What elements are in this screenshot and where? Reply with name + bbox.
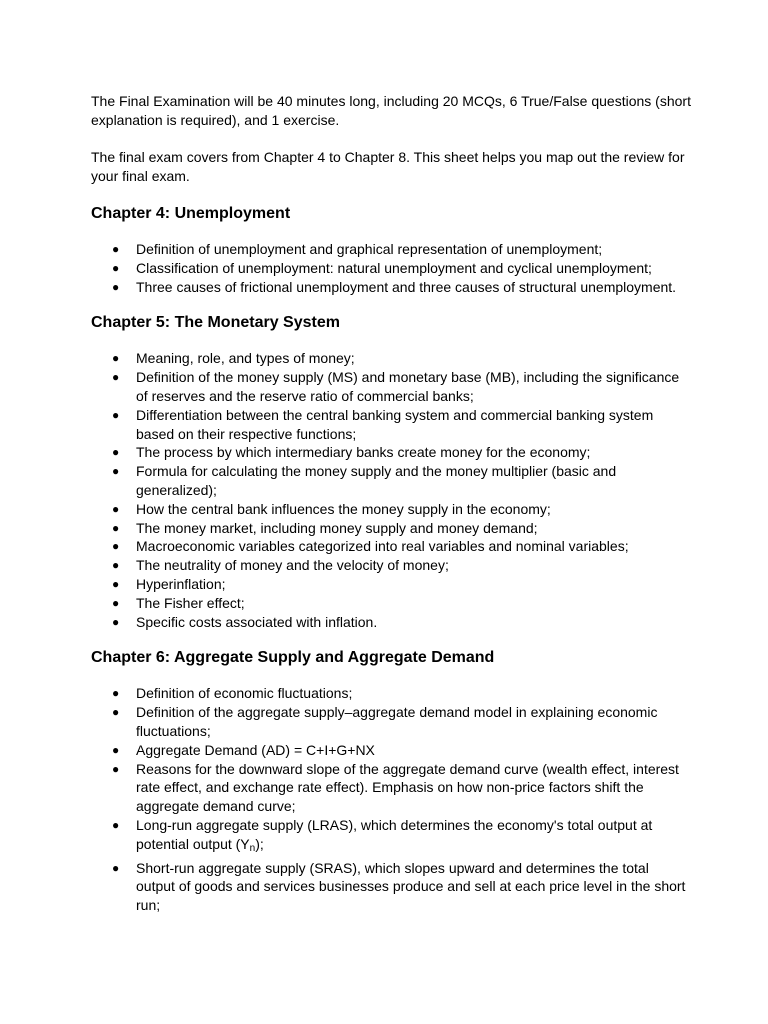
bullet-icon: ● bbox=[112, 614, 120, 629]
bullet-icon: ● bbox=[112, 817, 120, 832]
list-item: ● Definition of economic fluctuations; bbox=[112, 685, 353, 702]
list-item: ● The Fisher effect; bbox=[112, 594, 245, 611]
chapter-4-list bbox=[91, 240, 691, 296]
bullet-icon: ● bbox=[112, 407, 120, 422]
document-page bbox=[91, 92, 691, 932]
chapter-6-heading: Chapter 6: Aggregate Supply and Aggregate Demand bbox=[91, 649, 495, 667]
bullet-icon: ● bbox=[112, 686, 120, 701]
list-item: ● Classification of unemployment: natural unemployment and cyclical unemployment; bbox=[112, 259, 652, 276]
list-item: ● Aggregate Demand (AD) = C+I+G+NX bbox=[112, 741, 375, 758]
intro-paragraph-exam-format: The Final Examination will be 40 minutes long, including 20 MCQs, 6 True/False questions (short explanation is required), and 1 exercise. bbox=[91, 93, 691, 128]
list-item: ● The neutrality of money and the velocity of money; bbox=[112, 557, 449, 574]
chapter-5-list bbox=[91, 349, 691, 631]
intro-paragraph-coverage: The final exam covers from Chapter 4 to Chapter 8. This sheet helps you map out the review for your final exam. bbox=[91, 149, 685, 184]
bullet-icon: ● bbox=[112, 761, 120, 776]
bullet-icon: ● bbox=[112, 595, 120, 610]
bullet-icon: ● bbox=[112, 576, 120, 591]
list-item: ● How the central bank influences the money supply in the economy; bbox=[112, 500, 551, 517]
list-item: ● Reasons for the downward slope of the aggregate demand curve (wealth effect, interest rate effect, and exchange rate effect). Emphasis on how non-price factors shift the aggregate demand curve; bbox=[112, 760, 679, 815]
subscript-n: n bbox=[249, 842, 256, 854]
list-item: ● Three causes of frictional unemployment and three causes of structural unemployment. bbox=[112, 278, 677, 295]
list-item: ● Meaning, role, and types of money; bbox=[112, 350, 355, 367]
list-item: ● Specific costs associated with inflation. bbox=[112, 613, 378, 630]
list-item: ● Definition of unemployment and graphical representation of unemployment; bbox=[112, 241, 603, 257]
bullet-icon: ● bbox=[112, 351, 120, 366]
list-item: ● Differentiation between the central banking system and commercial banking system based on their respective functions; bbox=[112, 406, 654, 442]
bullet-icon: ● bbox=[112, 705, 120, 720]
chapter-6-list bbox=[91, 684, 691, 915]
chapter-5-heading: Chapter 5: The Monetary System bbox=[91, 314, 340, 332]
bullet-icon: ● bbox=[112, 445, 120, 460]
bullet-icon: ● bbox=[112, 860, 120, 875]
bullet-icon: ● bbox=[112, 558, 120, 573]
list-item: ● Hyperinflation; bbox=[112, 575, 226, 592]
list-item: ● Short-run aggregate supply (SRAS), which slopes upward and determines the total output of goods and services businesses produce and sell at each price level in the short run; bbox=[112, 859, 686, 914]
chapter-4-heading: Chapter 4: Unemployment bbox=[91, 205, 291, 222]
bullet-icon: ● bbox=[112, 539, 120, 554]
list-item: ● Long-run aggregate supply (LRAS), which determines the economy's total output at potential output $(Y_n)$; bbox=[112, 816, 653, 854]
bullet-icon: ● bbox=[112, 260, 120, 275]
bullet-icon: ● bbox=[112, 242, 120, 256]
bullet-icon: ● bbox=[112, 742, 120, 757]
list-item: ● Macroeconomic variables categorized into real variables and nominal variables; bbox=[112, 538, 629, 555]
list-item: ● Definition of the money supply (MS) and monetary base (MB), including the significance of reserves and the reserve ratio of commercial banks; bbox=[112, 369, 680, 404]
list-item: ● The money market, including money supply and money demand; bbox=[112, 519, 538, 536]
bullet-icon: ● bbox=[112, 520, 120, 535]
list-item: ● Definition of the aggregate supply–aggregate demand model in explaining economic fluctuations; bbox=[112, 704, 658, 739]
bullet-icon: ● bbox=[112, 279, 120, 294]
bullet-icon: ● bbox=[112, 370, 120, 385]
bullet-icon: ● bbox=[112, 464, 120, 479]
list-item: ● Formula for calculating the money supply and the money multiplier (basic and generalized); bbox=[112, 463, 617, 498]
bullet-icon: ● bbox=[112, 501, 120, 516]
list-item: ● The process by which intermediary banks create money for the economy; bbox=[112, 444, 591, 461]
